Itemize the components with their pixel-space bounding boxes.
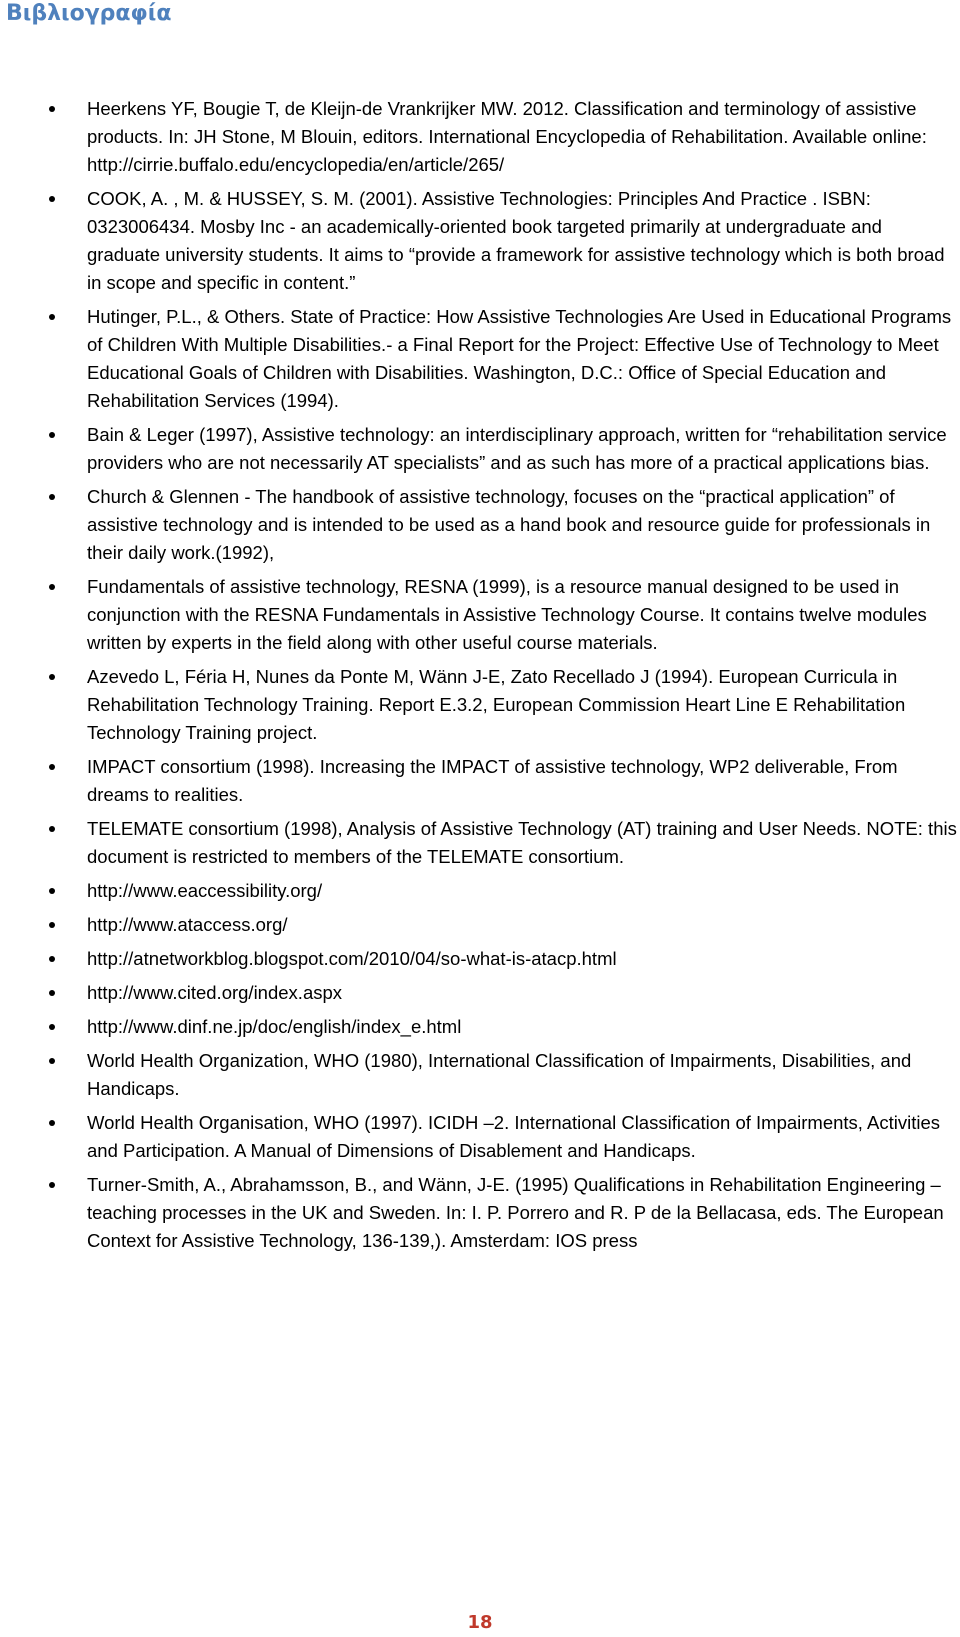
bullet-icon [49, 674, 55, 680]
bibliography-entry-text: World Health Organization, WHO (1980), International Classification of Impairments, Disabilities, and Handicaps. [87, 1050, 912, 1099]
bibliography-entry [49, 421, 959, 477]
bibliography-entry-text: http://www.dinf.ne.jp/doc/english/index_e.html [87, 1016, 462, 1037]
bibliography-entry [49, 185, 959, 297]
bibliography-entry [49, 911, 959, 939]
bibliography-entry [49, 663, 959, 747]
bullet-icon [49, 764, 55, 770]
bibliography-entry-text: World Health Organisation, WHO (1997). ICIDH –2. International Classification of Impairments, Activities and Participation. A Manual of Dimensions of Disablement and Handicaps. [87, 1112, 941, 1161]
bullet-icon [49, 1182, 55, 1188]
bullet-icon [49, 826, 55, 832]
bullet-icon [49, 1058, 55, 1064]
bibliography-entry [49, 979, 959, 1007]
page-number: 18 [467, 1612, 493, 1633]
bibliography-entry [49, 573, 959, 657]
bibliography-entry [49, 945, 959, 973]
bibliography-entry-text: Turner-Smith, A., Abrahamsson, B., and Wänn, J-E. (1995) Qualifications in Rehabilitation Engineering – teaching processes in the UK and Sweden. In: I. P. Porrero and R. P de la Bellacasa, eds. The European Context for Assistive Technology, 136-139,). Amsterdam: IOS press [87, 1174, 944, 1251]
bibliography-entry-text: Bain & Leger (1997), Assistive technology: an interdisciplinary approach, written for “rehabilitation service providers who are not necessarily AT specialists” and as such has more of a practical applications bias. [87, 424, 947, 473]
bibliography-entry-text: Church & Glennen - The handbook of assistive technology, focuses on the “practical application” of assistive technology and is intended to be used as a hand book and resource guide for professionals in their daily work.(1992), [87, 486, 931, 563]
bibliography-entry-text: TELEMATE consortium (1998), Analysis of Assistive Technology (AT) training and User Needs. NOTE: this document is restricted to members of the TELEMATE consortium. [87, 818, 957, 867]
bibliography-list [49, 95, 959, 1261]
bibliography-entry-text: COOK, A. , M. & HUSSEY, S. M. (2001). Assistive Technologies: Principles And Practice . ISBN: 0323006434. Mosby Inc - an academically-oriented book targeted primarily at undergraduate and graduate university students. It aims to “provide a framework for assistive technology which is both broad in scope and specific in content.” [87, 188, 945, 293]
bibliography-entry [49, 1171, 959, 1255]
bullet-icon [49, 922, 55, 928]
bullet-icon [49, 956, 55, 962]
bibliography-entry [49, 1047, 959, 1103]
bibliography-entry [49, 753, 959, 809]
bibliography-entry [49, 1109, 959, 1165]
bullet-icon [49, 494, 55, 500]
bullet-icon [49, 584, 55, 590]
bullet-icon [49, 432, 55, 438]
bibliography-entry-text: Fundamentals of assistive technology, RESNA (1999), is a resource manual designed to be used in conjunction with the RESNA Fundamentals in Assistive Technology Course. It contains twelve modules written by experts in the field along with other useful course materials. [87, 576, 927, 653]
page-heading: Βιβλιογραφία [6, 1, 172, 26]
bullet-icon [49, 1024, 55, 1030]
bibliography-entry-text: http://www.cited.org/index.aspx [87, 982, 343, 1003]
bibliography-entry [49, 877, 959, 905]
bibliography-entry-text: Hutinger, P.L., & Others. State of Practice: How Assistive Technologies Are Used in Educational Programs of Children With Multiple Disabilities.- a Final Report for the Project: Effective Use of Technology to Meet Educational Goals of Children with Disabilities. Washington, D.C.: Office of Special Education and Rehabilitation Services (1994). [87, 306, 952, 411]
bibliography-entry [49, 815, 959, 871]
bibliography-entry [49, 303, 959, 415]
bullet-icon [49, 314, 55, 320]
bullet-icon [49, 196, 55, 202]
bibliography-entry-text: http://atnetworkblog.blogspot.com/2010/04/so-what-is-atacp.html [87, 948, 617, 969]
bullet-icon [49, 106, 55, 112]
bibliography-entry [49, 95, 959, 179]
bibliography-entry [49, 1013, 959, 1041]
bibliography-entry-text: http://www.eaccessibility.org/ [87, 880, 323, 901]
bibliography-entry-text: Heerkens YF, Bougie T, de Kleijn-de Vrankrijker MW. 2012. Classification and terminology of assistive products. In: JH Stone, M Blouin, editors. International Encyclopedia of Rehabilitation. Available online: http://cirrie.buffalo.edu/encyclopedia/en/article/265/ [87, 98, 927, 175]
bibliography-entry-text: Azevedo L, Féria H, Nunes da Ponte M, Wänn J-E, Zato Recellado J (1994). European Curricula in Rehabilitation Technology Training. Report E.3.2, European Commission Heart Line E Rehabilitation Technology Training project. [87, 666, 906, 743]
bullet-icon [49, 888, 55, 894]
bullet-icon [49, 990, 55, 996]
bibliography-entry-text: IMPACT consortium (1998). Increasing the IMPACT of assistive technology, WP2 deliverable, From dreams to realities. [87, 756, 898, 805]
bibliography-entry-text: http://www.ataccess.org/ [87, 914, 288, 935]
bullet-icon [49, 1120, 55, 1126]
bibliography-entry [49, 483, 959, 567]
